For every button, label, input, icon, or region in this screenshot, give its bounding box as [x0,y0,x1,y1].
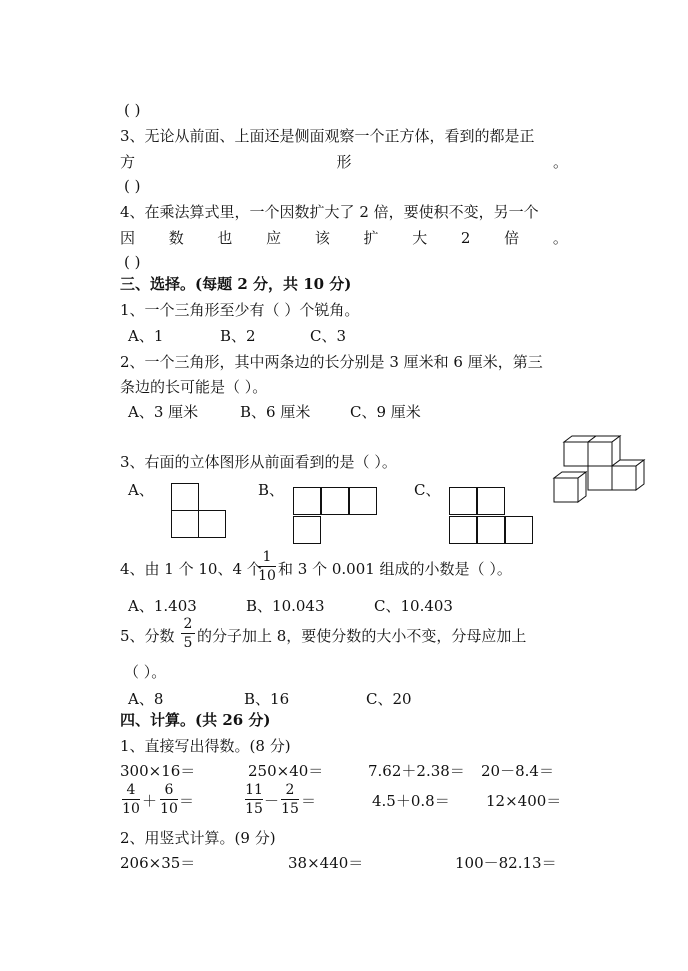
calc-r1-c3: 7.62＋2.38＝ [368,762,465,780]
word: 应 [266,229,282,247]
equals-1: ＝ [179,792,195,810]
s3-q3-option-b: B、 [258,481,285,499]
word: 也 [217,229,233,247]
numerator: 11 [245,782,263,798]
word: 数 [168,229,184,247]
calc-r2-c4: 12×400＝ [486,792,562,810]
denominator: 10 [122,801,140,817]
s3-question-4-pre: 4、由 1 个 10、4 个 [120,560,262,578]
calc-r2-c3: 4.5＋0.8＝ [372,792,450,810]
numerator: 2 [183,616,193,632]
word: 倍 [504,229,520,247]
s3-q4-option-c: C、10.403 [374,597,453,615]
word: 因 [120,229,136,247]
s3-q2-option-a: A、3 厘米 [128,403,199,421]
denominator: 5 [183,635,193,651]
fraction-11-15 [245,782,263,817]
s3-q2-option-b: B、6 厘米 [240,403,311,421]
question-3-line-1: 3、无论从前面、上面还是侧面观察一个正方体，看到的都是正 [120,127,535,145]
cube-figure [552,434,652,509]
numerator: 4 [126,782,136,798]
s3-q1-option-a: A、1 [128,327,164,345]
answer-paren-3: ( ) [124,253,141,271]
fraction-1-10 [258,549,276,584]
s3-question-3: 3、右面的立体图形从前面看到的是（ ）。 [120,453,397,471]
fraction-6-10 [160,782,178,817]
question-3-line-2 [120,152,568,172]
s4-question-1: 1、直接写出得数。(8 分) [120,737,291,755]
s3-question-4-post: 和 3 个 0.001 组成的小数是（ ）。 [278,560,512,578]
fraction-2-5 [181,616,195,651]
word: 方 [120,153,136,171]
s3-question-5-post: 的分子加上 8，要使分数的大小不变，分母应加上 [197,627,527,645]
s3-q5-option-a: A、8 [128,690,164,708]
question-4-line-1: 4、在乘法算式里，一个因数扩大了 2 倍，要使积不变，另一个 [120,203,539,221]
calc-r3-c1: 206×35＝ [120,854,196,872]
s3-question-1: 1、一个三角形至少有（ ）个锐角。 [120,301,360,319]
s3-q5-option-b: B、16 [244,690,290,708]
section-3-title: 三、选择。(每题 2 分，共 10 分) [120,275,352,293]
calc-r1-c2: 250×40＝ [248,762,324,780]
numerator: 1 [262,549,272,565]
section-4-title: 四、计算。(共 26 分) [120,711,271,729]
denominator: 15 [245,801,263,817]
word: 大 [412,229,428,247]
word: 扩 [363,229,379,247]
calc-r3-c2: 38×440＝ [288,854,364,872]
s3-q5-option-c: C、20 [366,690,412,708]
word: 。 [552,229,568,247]
denominator: 10 [258,568,276,584]
minus-operator: － [264,792,280,810]
s3-q1-option-b: B、2 [220,327,256,345]
s3-q3-option-a: A、 [128,481,154,499]
s3-question-5-line-2: （ ）。 [124,663,167,681]
word: 该 [314,229,330,247]
s3-question-5-pre: 5、分数 [120,627,175,645]
s3-q4-option-a: A、1.403 [128,597,197,615]
s3-question-2-line-2: 条边的长可能是（ ）。 [120,378,268,396]
answer-paren-1: ( ) [124,101,141,119]
s3-q4-option-b: B、10.043 [246,597,325,615]
numerator: 6 [164,782,174,798]
calc-r1-c4: 20－8.4＝ [481,762,554,780]
denominator: 15 [281,801,299,817]
calc-r3-c3: 100－82.13＝ [455,854,557,872]
s3-q3-option-c: C、 [414,481,441,499]
fraction-4-10 [122,782,140,817]
s3-q2-option-c: C、9 厘米 [350,403,421,421]
s4-question-2: 2、用竖式计算。(9 分) [120,829,276,847]
question-4-line-2 [120,228,568,248]
answer-paren-2: ( ) [124,177,141,195]
s3-q1-option-c: C、3 [310,327,347,345]
word: 形 [336,153,352,171]
fraction-2-15 [281,782,299,817]
numerator: 2 [285,782,295,798]
word: 2 [460,229,471,247]
calc-r1-c1: 300×16＝ [120,762,196,780]
s3-question-2-line-1: 2、一个三角形，其中两条边的长分别是 3 厘米和 6 厘米，第三 [120,353,543,371]
plus-operator: ＋ [142,792,158,810]
word: 。 [552,153,568,171]
equals-2: ＝ [301,792,317,810]
denominator: 10 [160,801,178,817]
